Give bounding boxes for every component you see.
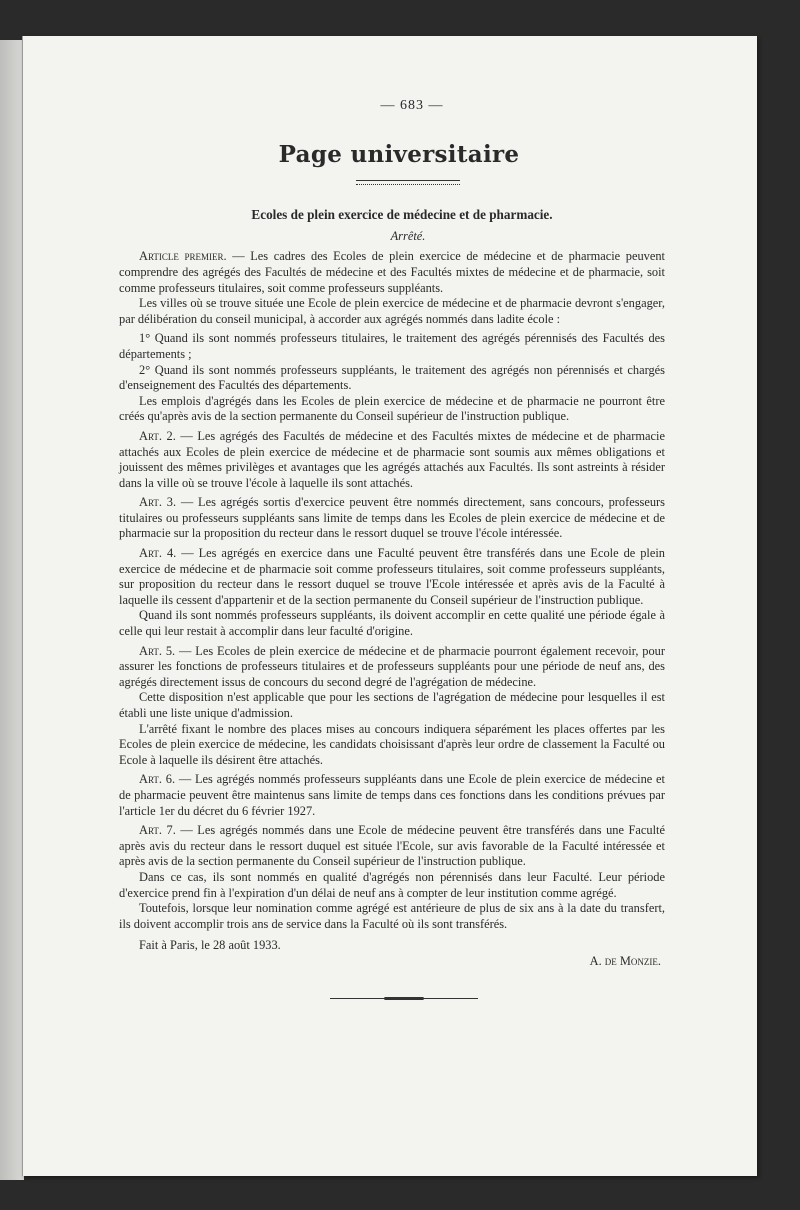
page-content xyxy=(119,98,665,1001)
article-body xyxy=(119,249,665,932)
article-paragraph: Art. 3. — Les agrégés sortis d'exercice peuvent être nommés directement, sans concours, professeurs titulaires ou professeurs suppléants sans limite de temps dans les Ecoles de plein exercice de médecine et de pharmacie sur la proposition du recteur dans le ressort duquel se trouve l'école intéressée. xyxy=(119,495,665,541)
previous-page-edge xyxy=(0,40,24,1180)
article-paragraph: Quand ils sont nommés professeurs suppléants, ils doivent accomplir en cette qualité une période égale à celle qui leur restait à accomplir dans leur faculté d'origine. xyxy=(119,608,665,639)
article-paragraph: Les villes où se trouve située une Ecole de plein exercice de médecine et de pharmacie devront s'engager, par délibération du conseil municipal, à accorder aux agrégés nommés dans ladite école : xyxy=(119,296,665,326)
article-paragraph: Art. 5. — Les Ecoles de plein exercice de médecine et de pharmacie pourront également recevoir, pour assurer les fonctions de professeurs titulaires et de professeurs suppléants pour une période de neuf ans, des agrégés directement issus de concours du second degré de l'agrégation de médecine. xyxy=(119,643,665,689)
end-ornament xyxy=(330,998,478,1001)
article-paragraph: Art. 2. — Les agrégés des Facultés de médecine et des Facultés mixtes de médecine et de pharmacie attachés aux Ecoles de plein exercice de médecine et de pharmacie sont soumis aux mêmes obligations et jouissent des mêmes privilèges et avantages que les agrégés attachés aux Facultés. Ils sont astreints à résider dans la ville où se trouve l'école à laquelle ils sont attachés. xyxy=(119,428,665,490)
article-paragraph: 2° Quand ils sont nommés professeurs suppléants, le traitement des agrégés non pérennisés et chargés d'enseignement des Facultés des départements. xyxy=(119,362,665,393)
page-title: Page universitaire xyxy=(278,140,520,168)
article-paragraph: L'arrêté fixant le nombre des places mises au concours indiquera séparément les places offertes par les Ecoles de plein exercice de médecine, les candidats choisissant d'après leur ordre de classement la Faculté ou Ecole à laquelle ils désirent être attachés. xyxy=(119,721,665,767)
article-paragraph: Article premier. — Les cadres des Ecoles de plein exercice de médecine et de pharmacie peuvent comprendre des agrégés des Facultés de médecine et des Facultés mixtes de médecine et de pharmacie, soit comme professeurs titulaires, soit comme professeurs suppléants. xyxy=(119,249,666,295)
title-rule xyxy=(356,180,460,185)
article-paragraph: Art. 7. — Les agrégés nommés dans une Ecole de médecine peuvent être transférés dans une Faculté après avis du recteur dans le ressort duquel est située l'Ecole, sur avis favorable de la Faculté intéressée et après avis de la section permanente du Conseil supérieur de l'instruction publique. xyxy=(119,823,665,869)
article-paragraph: Art. 4. — Les agrégés en exercice dans une Faculté peuvent être transférés dans une Ecole de plein exercice de médecine et de pharmacie soit comme professeurs titulaires, soit comme professeurs suppléants, sur proposition du recteur dans le ressort duquel se trouve l'Ecole intéressée et après avis de la Faculté à laquelle ils cessent d'appartenir et de la section permanente du Conseil supérieur de l'instruction publique. xyxy=(119,546,665,607)
article-paragraph: Art. 6. — Les agrégés nommés professeurs suppléants dans une Ecole de plein exercice de médecine et de pharmacie peuvent être maintenus sans limite de temps dans ces fonctions dans les conditions prévues par l'article 1er du décret du 6 février 1927. xyxy=(119,772,665,818)
page-number: — 683 — xyxy=(380,98,444,113)
section-heading: Ecoles de plein exercice de médecine et de pharmacie. xyxy=(251,207,553,223)
date-line: Fait à Paris, le 28 août 1933. xyxy=(139,938,281,953)
document-page xyxy=(22,36,757,1176)
article-paragraph: 1° Quand ils sont nommés professeurs titulaires, le traitement des agrégés pérennisés des Facultés des départements ; xyxy=(119,331,665,361)
article-paragraph: Cette disposition n'est applicable que pour les sections de l'agrégation de médecine pour lesquelles il est établi une liste unique d'admission. xyxy=(119,690,665,720)
article-paragraph: Toutefois, lorsque leur nomination comme agrégé est antérieure de plus de six ans à la date du transfert, ils doivent accomplir trois ans de service dans la Faculté où ils sont transférés. xyxy=(119,901,665,931)
arrete-heading: Arrêté. xyxy=(390,228,426,243)
article-paragraph: Les emplois d'agrégés dans les Ecoles de plein exercice de médecine et de pharmacie ne pourront être créés qu'après avis de la section permanente du Conseil supérieur de l'instruction publique. xyxy=(119,393,665,424)
article-paragraph: Dans ce cas, ils sont nommés en qualité d'agrégés non pérennisés dans leur Faculté. Leur période d'exercice prend fin à l'expiration d'un délai de neuf ans à compter de leur institution comme agrégé. xyxy=(119,869,665,900)
signature-block xyxy=(119,938,665,970)
signature: A. de Monzie. xyxy=(589,954,661,969)
